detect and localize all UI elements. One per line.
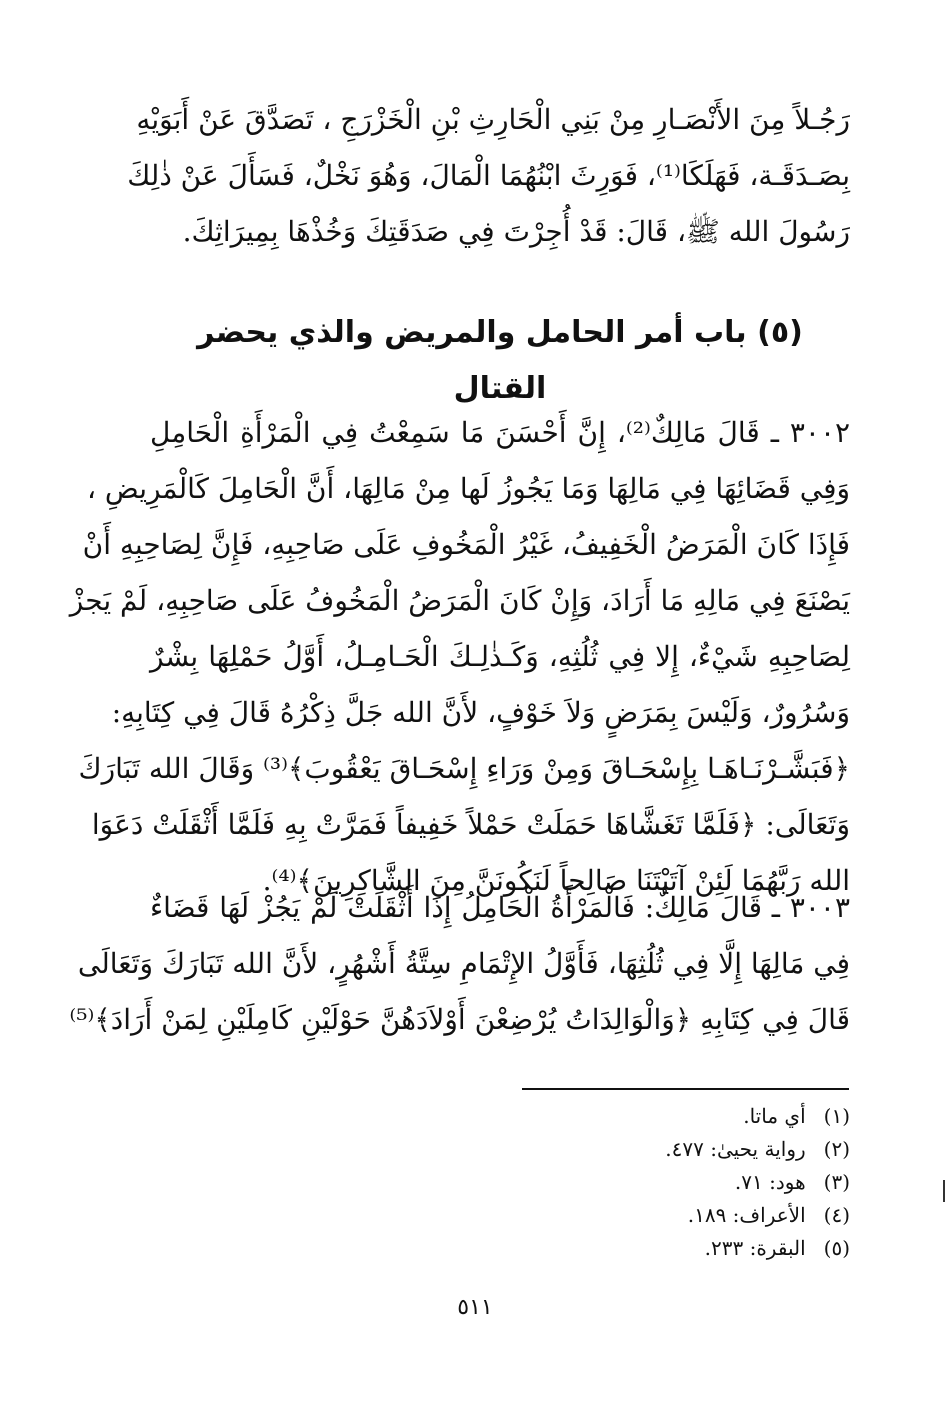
footnote-number: (٥)	[823, 1236, 850, 1260]
footnote-text: رواية يحيىٰ: ٤٧٧.	[665, 1137, 806, 1161]
text-line: رَجُـلاً مِنَ الأَنْصَـارِ مِنْ بَنِي الْحَارِثِ بْنِ الْخَزْرَجِ ، تَصَدَّقَ عَنْ أَبَوَيْهِ	[136, 103, 850, 136]
footnote-text: أي ماتا.	[743, 1104, 806, 1128]
text-line: وَتَعَالَى: ﴿فَلَمَّا تَغَشَّاهَا حَمَلَتْ حَمْلاً خَفِيفاً فَمَرَّتْ بِهِ فَلَمَّا أَثْقَلَتْ دَعَوَا	[91, 808, 850, 841]
footnote-item	[500, 1166, 850, 1199]
text-line: وَسُرُورٌ، وَلَيْسَ بِمَرَضٍ وَلاَ خَوْفٍ، لأَنَّ الله جَلَّ ذِكْرُهُ قَالَ فِي كِتَابِهِ:	[111, 696, 850, 729]
section-heading: (٥) باب أمر الحامل والمريض والذي يحضر القتال	[197, 315, 803, 406]
footnotes	[500, 1100, 850, 1265]
footnote-number: (٢)	[823, 1137, 850, 1161]
page-number: ٥١١	[457, 1295, 493, 1320]
footnote-item	[500, 1100, 850, 1133]
text-line: ﴿فَبَشَّـرْنَـاهَـا بِإِسْحَـاقَ وَمِنْ وَرَاءِ إِسْحَـاقَ يَعْقُوبَ﴾⁽³⁾ وَقَالَ الله تَبَارَكَ	[78, 752, 850, 785]
paragraph-3003	[69, 880, 850, 1048]
text-line: بِصَـدَقَـة، فَهَلَكَا⁽¹⁾، فَوَرِثَ ابْنُهُمَا الْمَالَ، وَهُوَ نَخْلٌ، فَسَأَلَ عَنْ ذٰلِكَ	[127, 159, 850, 192]
paragraph-3002	[69, 405, 851, 909]
footnote-text: الأعراف: ١٨٩.	[687, 1203, 806, 1227]
footnote-text: هود: ٧١.	[734, 1170, 806, 1194]
text-line: رَسُولَ الله ﷺ، قَالَ: قَدْ أُجِرْتَ فِي صَدَقَتِكَ وَخُذْهَا بِمِيرَاثِكَ.	[182, 215, 850, 248]
footnote-divider	[522, 1088, 849, 1090]
text-line: ٣٠٠٣ ـ قَالَ مَالِكٌ: فَالْمَرْأَةُ الْحَامِلُ إِذَا أَثْقَلَتْ لَمْ يَجُزْ لَهَا قَضَاءٌ	[150, 891, 850, 924]
footnote-number: (٤)	[823, 1203, 850, 1227]
text-line: الله رَبَّهُمَا لَئِنْ آتَيْتَنَا صَالِحاً لَنَكُونَنَّ مِنَ الشَّاكِرِينَ﴾⁽⁴⁾.	[262, 864, 850, 897]
text-line: ٣٠٠٢ ـ قَالَ مَالِكٌ⁽²⁾، إِنَّ أَحْسَنَ مَا سَمِعْتُ فِي الْمَرْأَةِ الْحَامِلِ	[150, 416, 851, 449]
text-line: قَالَ فِي كِتَابِهِ ﴿وَالْوَالِدَاتُ يُرْضِعْنَ أَوْلاَدَهُنَّ حَوْلَيْنِ كَامِلَيْنِ لِمَنْ أَرَادَ﴾⁽⁵⁾	[69, 1003, 850, 1036]
footnote-number: (٣)	[823, 1170, 850, 1194]
footnote-item	[500, 1133, 850, 1166]
footnote-text: البقرة: ٢٣٣.	[704, 1236, 806, 1260]
text-line: وَفِي قَضَائِهَا فِي مَالِهَا وَمَا يَجُوزُ لَها مِنْ مَالِهَا، أَنَّ الْحَامِلَ كَالْمَرِيضِ ،	[86, 472, 850, 505]
footnote-item	[500, 1199, 850, 1232]
footnote-number: (١)	[823, 1104, 850, 1128]
scan-edge-mark	[943, 1180, 945, 1202]
paragraph-continuation	[127, 92, 850, 260]
text-line: فِي مَالِهَا إِلَّا فِي ثُلُثِهَا، فَأَوَّلُ الإِتْمَامِ سِتَّةُ أَشْهُرٍ، لأَنَّ الله تَبَارَكَ وَتَعَالَى	[77, 947, 850, 980]
text-line: لِصَاحِبِهِ شَيْءٌ، إِلا فِي ثُلُثِهِ، وَكَـذٰلِـكَ الْحَـامِـلُ، أَوَّلُ حَمْلِهَا بِشْرٌ	[150, 640, 850, 673]
text-line: فَإِذَا كَانَ الْمَرَضُ الْخَفِيفُ، غَيْرُ الْمَخُوفِ عَلَى صَاحِبِهِ، فَإِنَّ لِصَاحِبِهِ أَنْ	[82, 528, 850, 561]
text-line: يَصْنَعَ فِي مَالِهِ مَا أَرَادَ، وَإِنْ كَانَ الْمَرَضُ الْمَخُوفُ عَلَى صَاحِبِهِ، لَمْ يَجزْ	[69, 584, 850, 617]
footnote-item	[500, 1232, 850, 1265]
